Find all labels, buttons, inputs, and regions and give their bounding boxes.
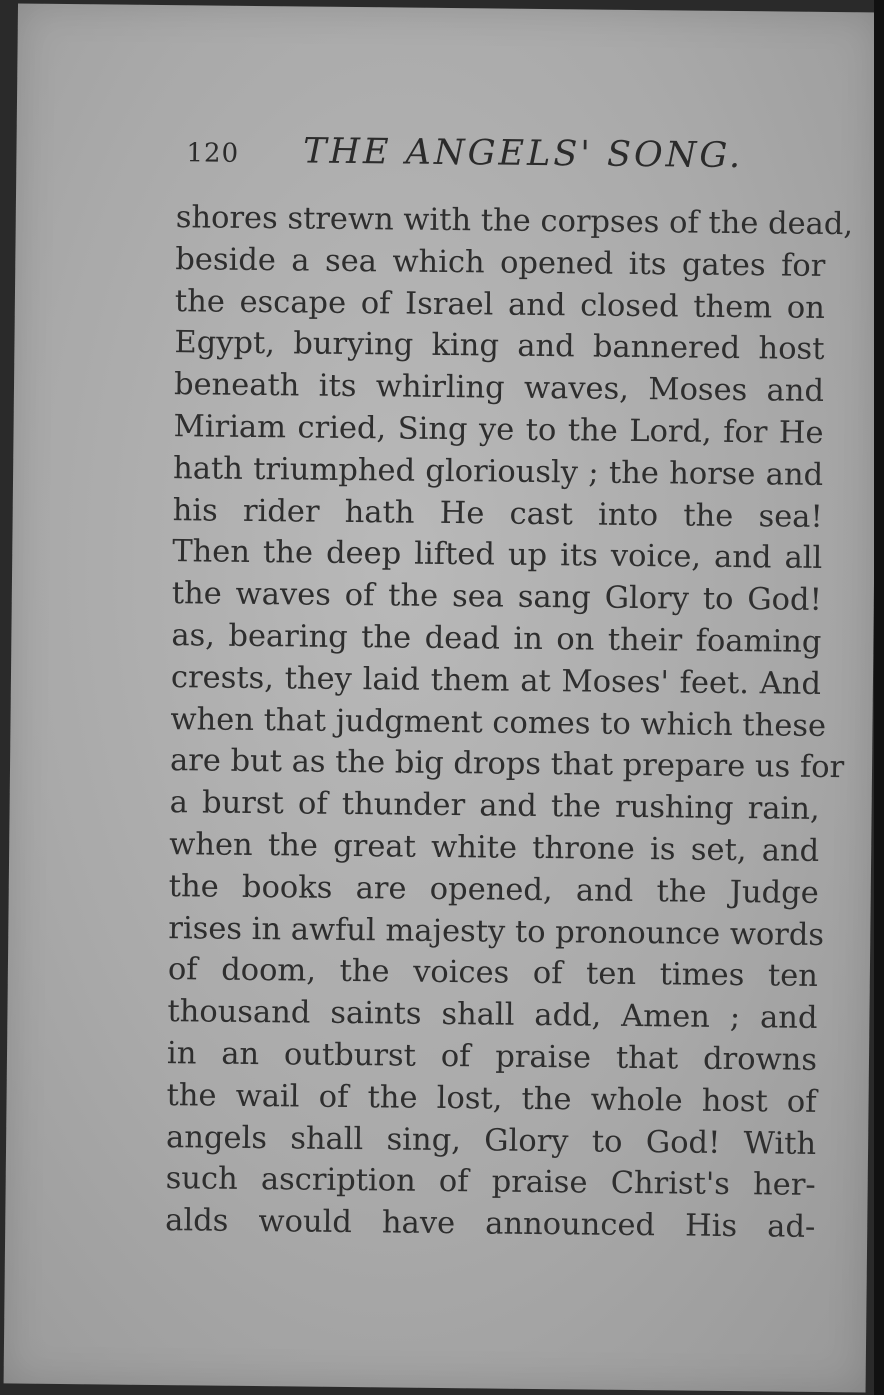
text-line: his rider hath He cast into the sea!	[172, 492, 823, 535]
text-line: shores strewn with the corpses of the dead,	[175, 200, 854, 243]
page-edge-shadow	[874, 0, 884, 1395]
text-line: as, bearing the dead in on their foaming	[171, 618, 822, 660]
text-line: Then the deep lifted up its voice, and all	[172, 534, 823, 577]
text-line: the escape of Israel and closed them on	[174, 283, 826, 326]
text-line: the wail of the lost, the whole host of	[166, 1077, 817, 1120]
text-line: when that judgment comes to which these	[170, 701, 827, 744]
book-page	[4, 3, 880, 1392]
text-line: such ascription of praise Christ's her-	[165, 1161, 816, 1204]
text-line: beneath its whirling waves, Moses and	[173, 367, 825, 410]
text-line: a burst of thunder and the rushing rain,	[169, 785, 820, 828]
text-line: the books are opened, and the Judge	[168, 868, 819, 911]
text-line: of doom, the voices of ten times ten	[167, 952, 819, 995]
text-line: the waves of the sea sang Glory to God!	[171, 576, 822, 619]
text-line: in an outburst of praise that drowns	[166, 1036, 818, 1078]
text-line: Egypt, burying king and bannered host	[174, 325, 825, 368]
text-line: crests, they laid them at Moses' feet. And	[170, 659, 822, 702]
text-line: thousand saints shall add, Amen ; and	[167, 994, 818, 1037]
text-line: are but as the big drops that prepare us for	[169, 743, 845, 786]
text-line: hath triumphed gloriously ; the horse and	[172, 450, 824, 493]
text-line: angels shall sing, Glory to God! With	[165, 1119, 817, 1162]
text-line: beside a sea which opened its gates for	[175, 241, 826, 284]
body-text	[165, 197, 854, 1249]
text-line: alds would have announced His ad-	[165, 1203, 816, 1246]
running-head	[186, 130, 746, 186]
text-line: when the great white throne is set, and	[169, 827, 820, 869]
page-number: 120	[186, 138, 240, 169]
text-line: Miriam cried, Sing ye to the Lord, for He	[173, 409, 824, 451]
running-title: THE ANGELS' SONG.	[302, 131, 744, 177]
text-line: rises in awful majesty to pronounce words	[168, 910, 825, 953]
